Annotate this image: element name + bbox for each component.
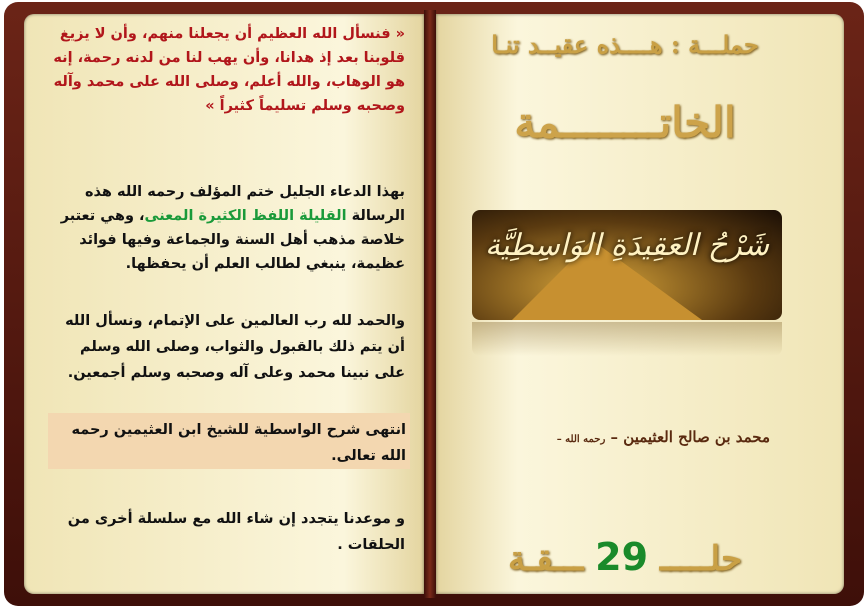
next-series-note: و موعدنا يتجدد إن شاء الله مع سلسلة أخرى من الحلقات . (67, 511, 405, 553)
episode-number: 29 (595, 535, 649, 579)
banner-reflection (472, 322, 782, 356)
highlight-phrase: القليلة اللفظ الكثيرة المعنى (144, 208, 347, 224)
dua-quote: « فنسأل الله العظيم أن يجعلنا منهم، وأن لا يزيغ قلوبنا بعد إذ هدانا، وأن يهب لنا من لدنه رحمة، إنه هو الوهاب، والله أعلم، وصلى الله على محمد وآله وصحبه وسلم تسليماً كثيراً » (53, 26, 405, 114)
book-spine (424, 10, 436, 598)
banner-text: شَرْحُ العَقِيدَةِ الوَاسِطِيَّة (485, 228, 769, 263)
paragraph-1 (50, 180, 405, 276)
book-title-banner (472, 210, 782, 320)
paragraph-1-start: بهذا الدعاء الجليل ختم المؤلف رحمه الله هذه الرسالة (84, 184, 405, 224)
paragraph-1-end: ، وهي تعتبر خلاصة مذهب أهل السنة والجماعة وفيها فوائد عظيمة، ينبغي لطالب العلم أن يحفظها. (60, 208, 405, 272)
author-name: محمد بن صالح العثيمين – (605, 428, 770, 446)
episode-suffix: ـــقـة (508, 539, 584, 579)
author-suffix: رحمه الله – (556, 434, 606, 445)
episode-prefix: حلـــــ (659, 539, 742, 579)
page-heading: الخاتــــــــمة (514, 98, 736, 147)
author-line (480, 428, 770, 446)
episode-label (480, 535, 770, 579)
closing-note: انتهى شرح الواسطية للشيخ ابن العثيمين رحمه الله تعالى. (48, 413, 410, 469)
paragraph-2: والحمد لله رب العالمين على الإتمام، ونسأل الله أن يتم ذلك بالقبول والثواب، وصلى الله وسلم على نبينا محمد وعلى آله وصحبه وسلم أجمعين. (65, 313, 405, 381)
campaign-title: حملـــة : هــــذه عقيــد تنـا (491, 30, 759, 59)
